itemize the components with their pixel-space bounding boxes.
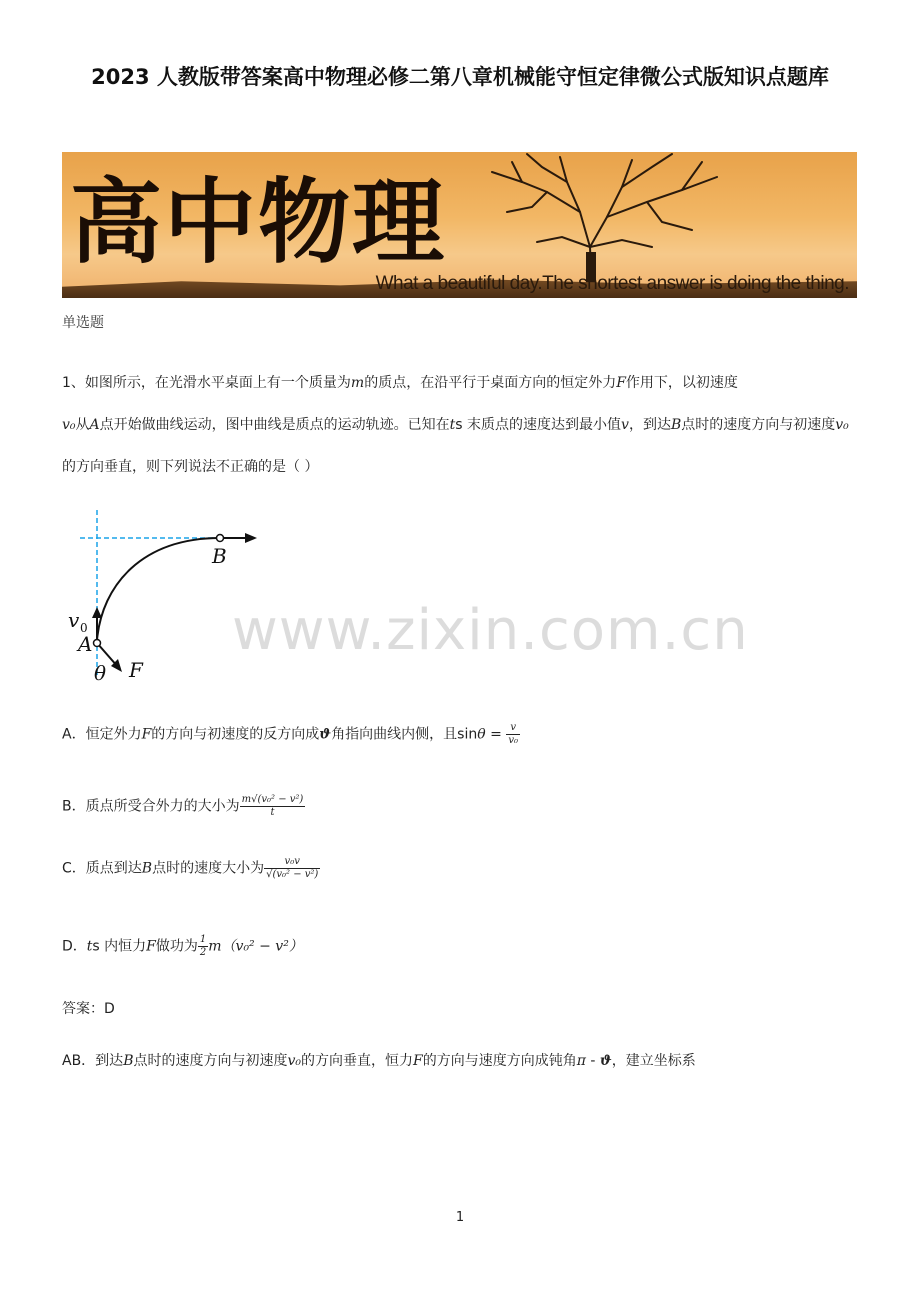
answer-line: 答案：D bbox=[62, 1001, 115, 1017]
analysis-text: AB．到达B点时的速度方向与初速度v₀的方向垂直，恒力F的方向与速度方向成钝角π - ϑ，建立坐标系 bbox=[62, 1053, 696, 1069]
page-number: 1 bbox=[455, 1210, 465, 1225]
document-title: 2023 人教版带答案高中物理必修二第八章机械能守恒定律微公式版知识点题库 bbox=[91, 65, 829, 89]
fraction-force: $\frac{\text{m√(v₀² − v²)}}{t}$ bbox=[241, 794, 304, 818]
option-c: C．质点到达B点时的速度大小为 $\frac{\text{v₀v}}{\text{√(v₀² − v²)}}$ bbox=[62, 856, 319, 880]
label-theta: θ bbox=[94, 661, 107, 685]
section-heading: 单选题 bbox=[62, 315, 104, 331]
label-a: A bbox=[78, 632, 93, 656]
question-text: 1、如图所示，在光滑水平桌面上有一个质量为m的质点，在沿平行于桌面方向的恒定外力F作用下，以初速度 v₀从A点开始做曲线运动，图中曲线是质点的运动轨迹。已知在ts 末质点的速度达到最小值v，到达B点时的速度方向与初速度v₀的方向垂直，则下列说法不正确的是（ ） bbox=[62, 375, 849, 475]
fraction-v-over-v0: $\frac{v}{\text{v₀}}$ bbox=[508, 722, 518, 746]
banner-title: 高中物理 bbox=[70, 168, 447, 276]
arrow-up-icon bbox=[92, 607, 102, 618]
label-v0: v bbox=[68, 608, 80, 632]
point-b bbox=[217, 535, 224, 542]
fraction-half: $\frac{1}{2}$ bbox=[199, 934, 207, 958]
label-f: F bbox=[129, 658, 143, 682]
trajectory-curve bbox=[97, 538, 220, 640]
banner-image bbox=[62, 152, 857, 298]
option-a: A．恒定外力F的方向与初速度的反方向成ϑ角指向曲线内侧，且sinθ = $\frac{v}{\text{v₀}}$ bbox=[62, 722, 518, 746]
watermark: www.zixin.com.cn bbox=[232, 598, 749, 663]
question-number: 1、 bbox=[62, 375, 85, 391]
point-a bbox=[94, 640, 101, 647]
banner-subtitle: What a beautiful day.The shortest answer is doing the thing. bbox=[375, 273, 849, 294]
label-v0-subscript: 0 bbox=[80, 621, 88, 635]
option-b: B．质点所受合外力的大小为 $\frac{\text{m√(v₀² − v²)}}{t}$ bbox=[62, 794, 304, 818]
arrow-right-icon bbox=[245, 533, 257, 543]
label-b: B bbox=[212, 544, 227, 568]
option-d: D．ts 内恒力F做功为 $\frac{1}{2}$ m（v₀² − v²） bbox=[62, 934, 303, 958]
fraction-speed: $\frac{\text{v₀v}}{\text{√(v₀² − v²)}}$ bbox=[266, 856, 319, 880]
